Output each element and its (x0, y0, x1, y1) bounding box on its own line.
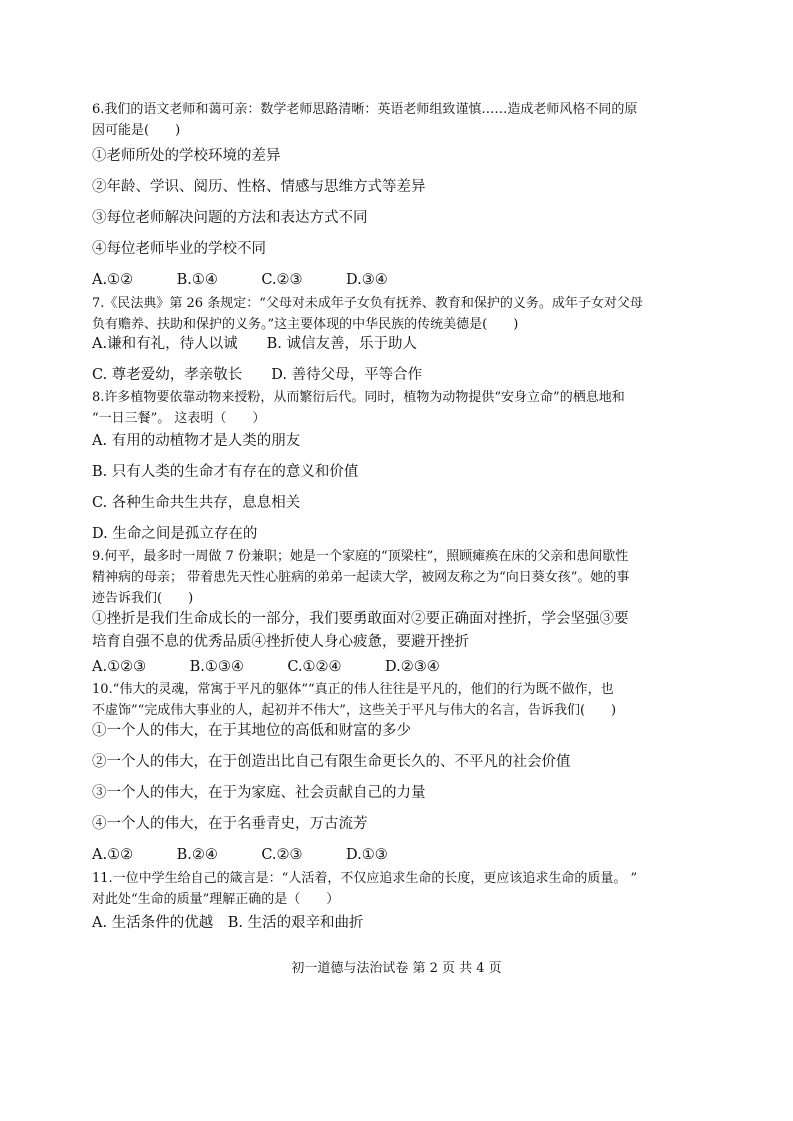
answer-option: D. 生命之间是孤立存在的 (92, 526, 258, 542)
question-stem: 不虚饰”“完成伟大事业的人，起初并不伟大”，这些关于平凡与伟大的名言，告诉我们( ) (92, 703, 617, 718)
page-footer: 初一道德与法治试卷 第 2 页 共 4 页 (291, 961, 502, 976)
statement-option: ③每位老师解决问题的方法和表达方式不同 (92, 210, 368, 226)
statement-option: ③一个人的伟大，在于为家庭、社会贡献自己的力量 (92, 785, 426, 801)
statement-option: ④每位老师毕业的学校不同 (92, 241, 266, 257)
question-stem: 11.一位中学生给自己的箴言是：“人活着，不仅应追求生命的长度，更应该追求生命的质量。 ” (92, 871, 638, 886)
statement-option: ①一个人的伟大，在于其地位的高低和财富的多少 (92, 723, 411, 739)
question-stem: 8.许多植物要依靠动物来授粉，从而繁衍后代。同时，植物为动物提供“安身立命”的栖息地和 (92, 390, 625, 405)
question-stem: 10.“伟大的灵魂，常寓于平凡的躯体”“真正的伟人往往是平凡的，他们的行为既不做作，也 (92, 682, 614, 697)
answer-option: B. 只有人类的生命才有存在的意义和价值 (92, 464, 359, 480)
answer-choices: A.①② B.①④ C.②③ D.③④ (92, 272, 388, 288)
question-stem: 6.我们的语文老师和蔼可亲：数学老师思路清晰：英语老师组致谨慎……造成老师风格不同的原 (92, 102, 638, 117)
question-stem: 迹告诉我们( ) (92, 591, 194, 606)
statement-option: ②年龄、学识、阅历、性格、情感与思维方式等差异 (92, 179, 426, 195)
answer-choices: A.谦和有礼，待人以诚 B. 诚信友善，乐于助人 (92, 336, 417, 352)
question-stem: 对此处“生命的质量”理解正确的是（ ） (92, 892, 340, 907)
statement-option: ④一个人的伟大，在于名垂青史，万古流芳 (92, 816, 368, 832)
answer-choices: A.①②③ B.①③④ C.①②④ D.②③④ (92, 659, 440, 675)
answer-choices: C. 尊老爱幼，孝亲敬长 D. 善待父母，平等合作 (92, 367, 423, 383)
answer-option: C. 各种生命共生共存，息息相关 (92, 495, 301, 511)
question-stem: “一日三餐”。 这表明（ ） (92, 411, 266, 426)
answer-choices: A. 生活条件的优越 B. 生活的艰辛和曲折 (92, 915, 364, 931)
statement-option: ②一个人的伟大，在于创造出比自己有限生命更长久的、不平凡的社会价值 (92, 754, 571, 770)
answer-option: A. 有用的动植物才是人类的朋友 (92, 433, 301, 449)
question-stem: 精神病的母亲； 带着患先天性心脏病的弟弟一起读大学，被网友称之为“向日葵女孩”。她的事 (92, 570, 630, 585)
question-stem: 负有赡养、扶助和保护的义务。”这主要体现的中华民族的传统美德是( ) (92, 317, 519, 332)
statement-option: 培育自强不息的优秀品质④挫折使人身心疲惫，要避开挫折 (92, 634, 469, 650)
question-stem: 7.《民法典》第 26 条规定：“父母对未成年子女负有抚养、教育和保护的义务。成年子女对父母 (92, 296, 643, 311)
question-stem: 9.何平，最多时一周做 7 份兼职；她是一个家庭的“顶梁柱”，照顾瘫痪在床的父亲和患间歇性 (92, 549, 629, 564)
statement-option: ①挫折是我们生命成长的一部分，我们要勇敢面对②要正确面对挫折，学会坚强③要 (92, 611, 629, 627)
statement-option: ①老师所处的学校环境的差异 (92, 148, 281, 164)
question-stem: 因可能是( ) (92, 123, 181, 138)
answer-choices: A.①② B.②④ C.②③ D.①③ (92, 847, 388, 863)
